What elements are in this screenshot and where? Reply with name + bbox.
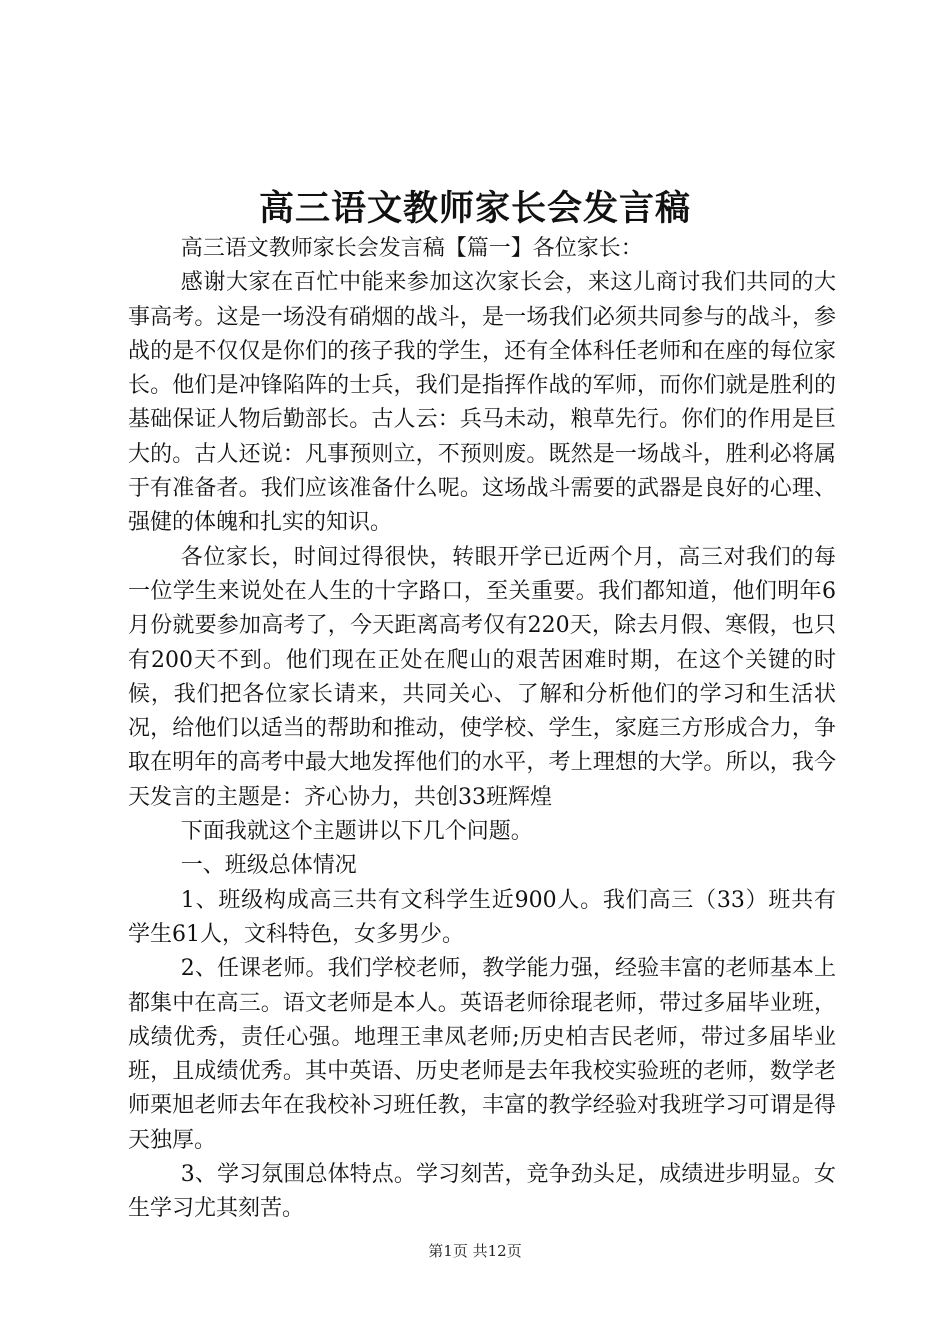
document-body xyxy=(128,232,836,1227)
paragraph-teachers: 2、任课老师。我们学校老师，教学能力强，经验丰富的老师基本上都集中在高三。语文老师是本人。英语老师徐琨老师，带过多届毕业班，成绩优秀，责任心强。地理王聿凤老师;历史柏吉民老师，带过多届毕业班，且成绩优秀。其中英语、历史老师是去年我校实验班的老师，数学老师栗旭老师去年在我校补习班任教，丰富的教学经验对我班学习可谓是得天独厚。 xyxy=(128,956,836,1153)
paragraph-atmosphere: 3、学习氛围总体特点。学习刻苦，竞争劲头足，成绩进步明显。女生学习尤其刻苦。 xyxy=(128,1162,836,1222)
paragraph-time: 各位家长，时间过得很快，转眼开学已近两个月，高三对我们的每一位学生来说处在人生的十字路口，至关重要。我们都知道，他们明年6月份就要参加高考了，今天距离高考仅有220天，除去月假、寒假，也只有200天不到。他们现在正处在爬山的艰苦困难时期，在这个关键的时候，我们把各位家长请来，共同关心、了解和分析他们的学习和生活状况，给他们以适当的帮助和推动，使学校、学生，家庭三方形成合力，争取在明年的高考中最大地发挥他们的水平，考上理想的大学。所以，我今天发言的主题是：齐心协力，共创33班辉煌 xyxy=(128,544,836,810)
paragraph-topics: 下面我就这个主题讲以下几个问题。 xyxy=(180,819,533,845)
page-indicator: 第1页 共12页 xyxy=(428,1242,522,1260)
paragraph-gratitude: 感谢大家在百忙中能来参加这次家长会，来这儿商讨我们共同的大事高考。这是一场没有硝烟的战斗，是一场我们必须共同参与的战斗，参战的是不仅仅是你们的孩子我的学生，还有全体科任老师和在座的每位家长。他们是冲锋陷阵的士兵，我们是指挥作战的军师，而你们就是胜利的基础保证人物后勤部长。古人云：兵马未动，粮草先行。你们的作用是巨大的。古人还说：凡事预则立，不预则废。既然是一场战斗，胜利必将属于有准备者。我们应该准备什么呢。这场战斗需要的武器是良好的心理、强健的体魄和扎实的知识。 xyxy=(128,270,836,536)
document-title: 高三语文教师家长会发言稿 xyxy=(258,188,691,229)
section-heading: 一、班级总体情况 xyxy=(180,853,357,879)
paragraph-class-composition: 1、班级构成高三共有文科学生近900人。我们高三（33）班共有学生61人，文科特色，女多男少。 xyxy=(128,887,836,947)
paragraph-intro: 高三语文教师家长会发言稿【篇一】各位家长： xyxy=(180,236,643,261)
